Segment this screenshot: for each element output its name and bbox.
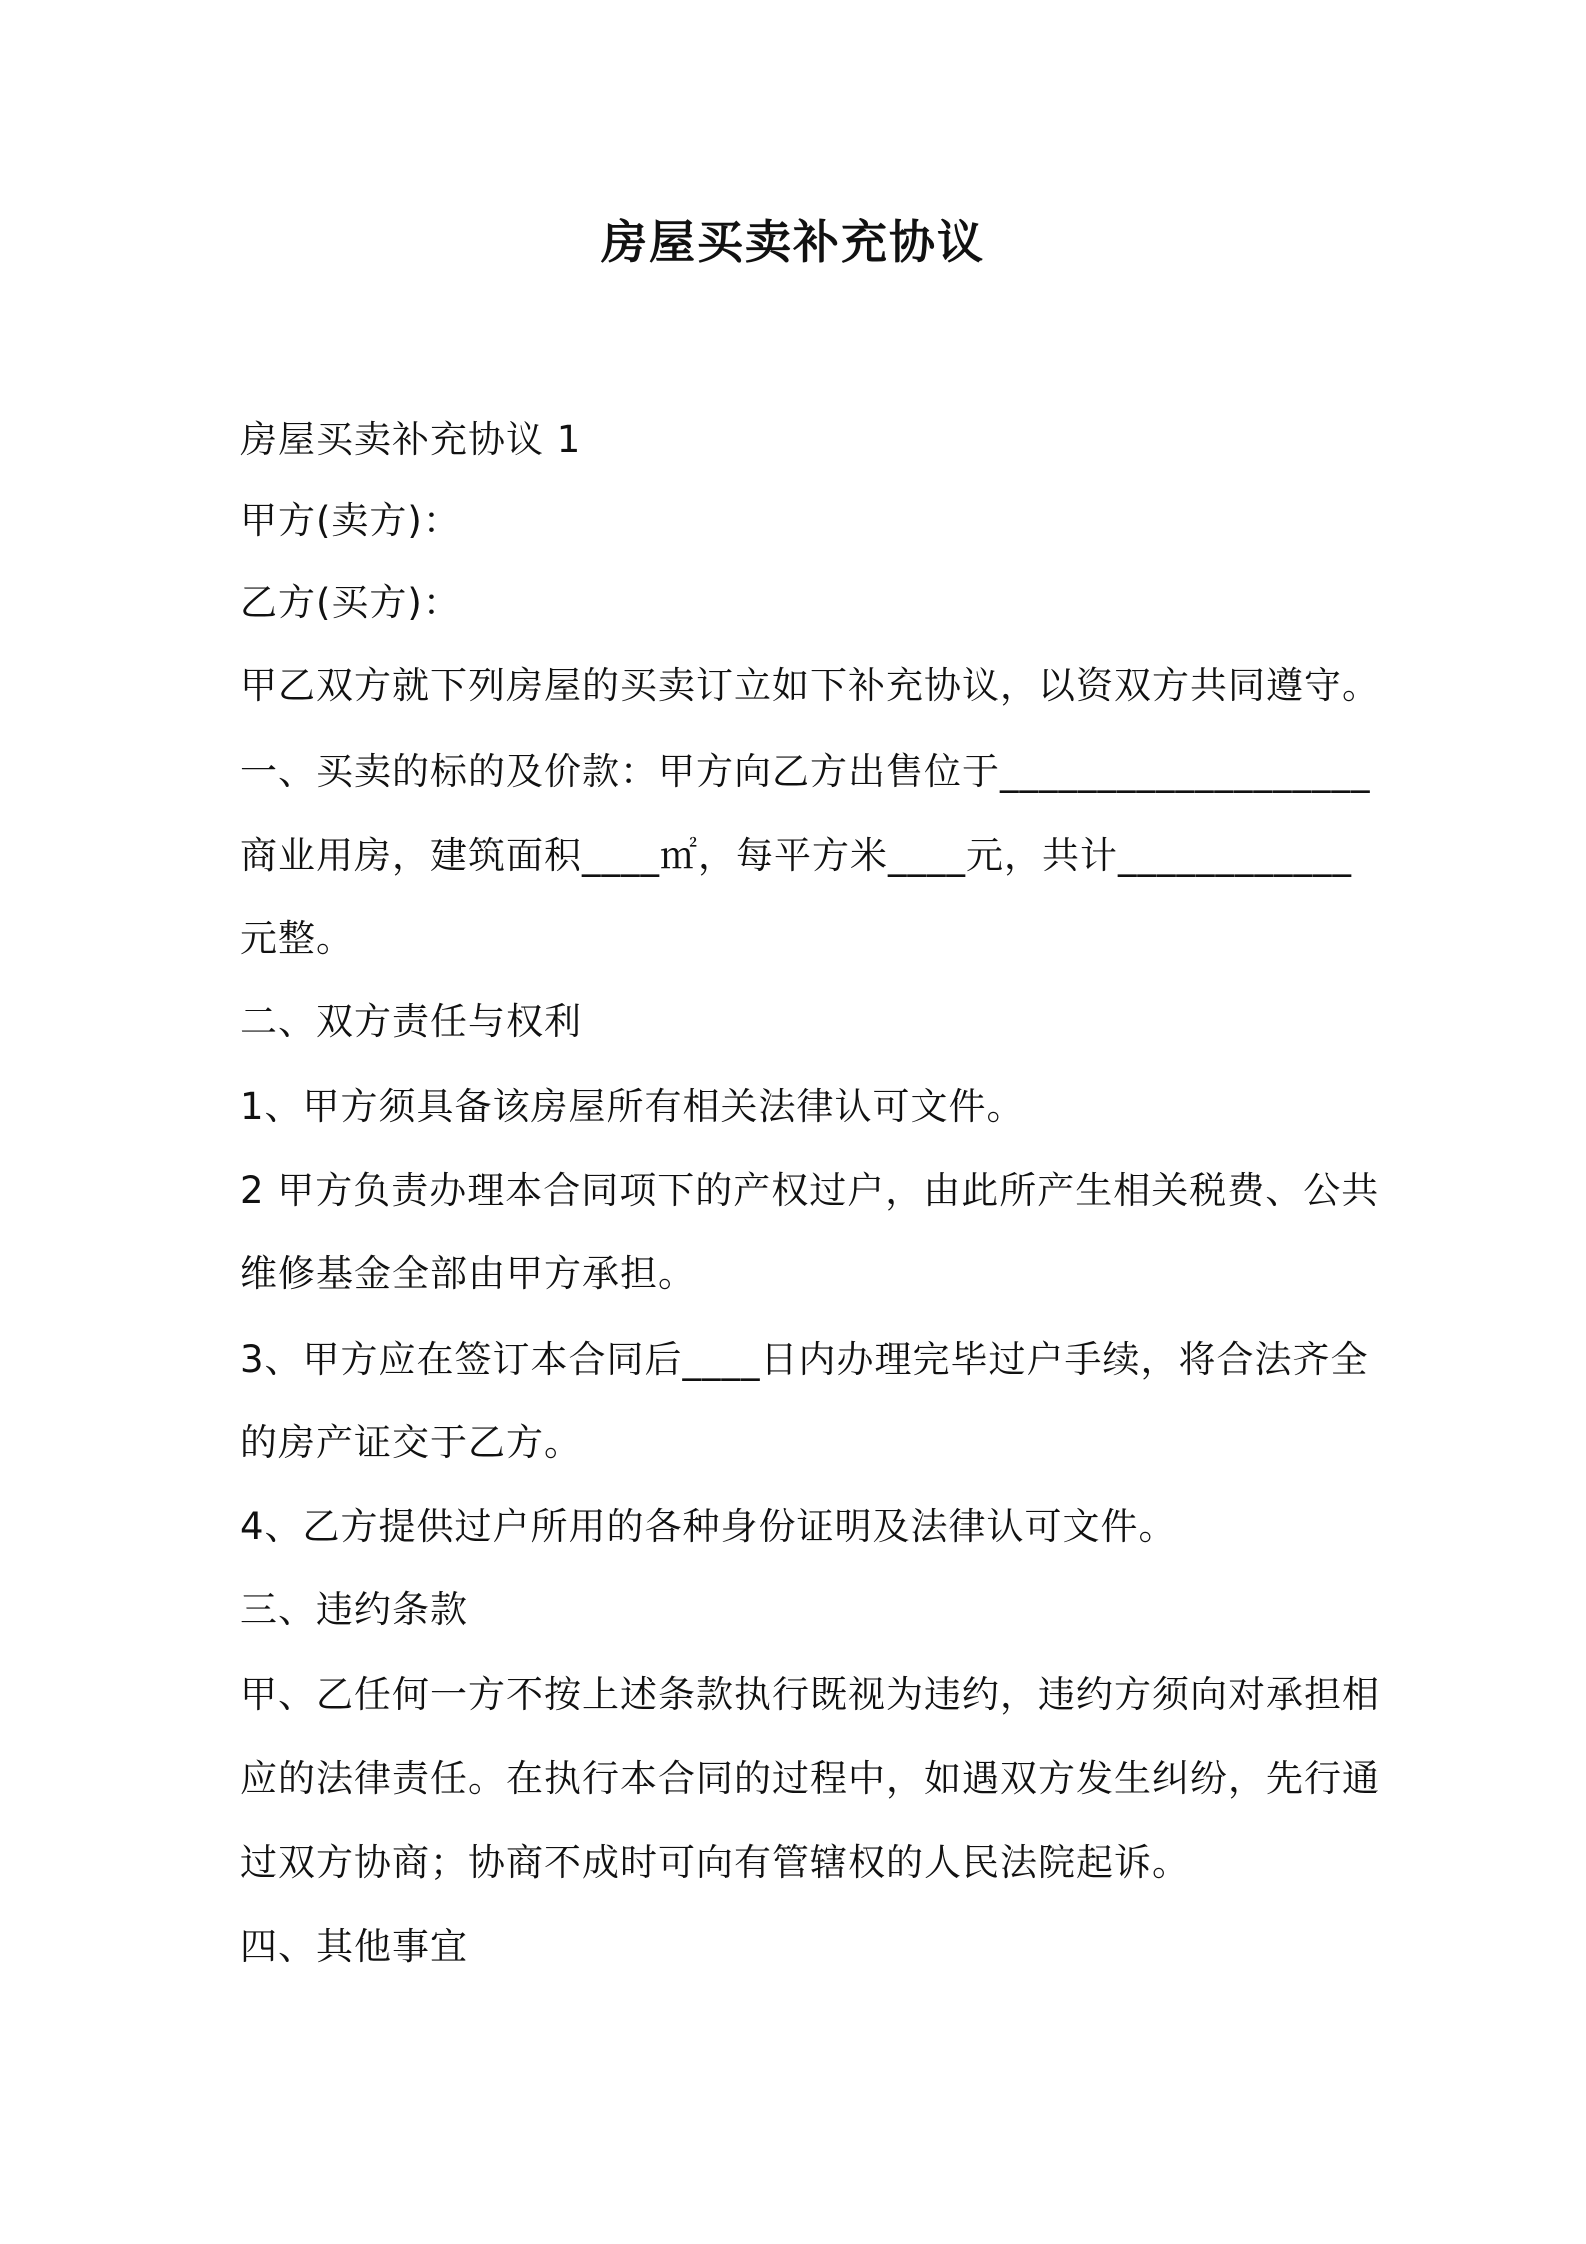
document-title: 房屋买卖补充协议 (601, 215, 985, 269)
clause-1-line-1: 一、买卖的标的及价款：甲方向乙方出售位于___________________ (240, 750, 1371, 793)
clause-2-3-line-2: 的房产证交于乙方。 (240, 1421, 582, 1464)
clause-2-1: 1、甲方须具备该房屋所有相关法律认可文件。 (240, 1085, 1025, 1128)
clause-3-line-1: 甲、乙任何一方不按上述条款执行既视为违约，违约方须向对承担相 (240, 1673, 1380, 1716)
clause-1-line-3: 元整。 (240, 917, 354, 960)
clause-3-line-2: 应的法律责任。在执行本合同的过程中，如遇双方发生纠纷，先行通 (240, 1757, 1380, 1800)
party-a-line: 甲方(卖方)： (240, 499, 461, 542)
section-4-heading: 四、其他事宜 (240, 1925, 468, 1968)
clause-2-3-line-1: 3、甲方应在签订本合同后____日内办理完毕过户手续，将合法齐全 (240, 1338, 1369, 1381)
section-3-heading: 三、违约条款 (240, 1588, 468, 1631)
clause-1-line-2: 商业用房，建筑面积____㎡，每平方米____元，共计____________ (240, 834, 1352, 877)
clause-2-2-line-2: 维修基金全部由甲方承担。 (240, 1252, 696, 1295)
preamble-line: 甲乙双方就下列房屋的买卖订立如下补充协议，以资双方共同遵守。 (240, 664, 1380, 707)
party-b-line: 乙方(买方)： (240, 581, 461, 624)
clause-2-2-line-1: 2 甲方负责办理本合同项下的产权过户，由此所产生相关税费、公共 (240, 1169, 1380, 1212)
clause-2-4: 4、乙方提供过户所用的各种身份证明及法律认可文件。 (240, 1505, 1177, 1548)
section-2-heading: 二、双方责任与权利 (240, 1000, 582, 1043)
agreement-subtitle: 房屋买卖补充协议 1 (240, 418, 582, 461)
clause-3-line-3: 过双方协商；协商不成时可向有管辖权的人民法院起诉。 (240, 1841, 1190, 1884)
